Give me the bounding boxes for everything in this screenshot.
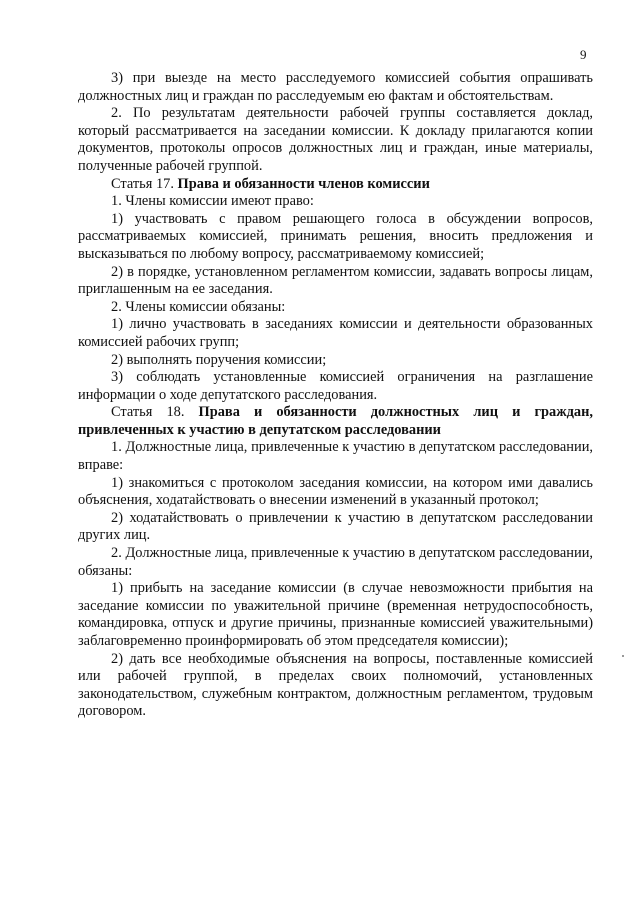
- paragraph: 1. Должностные лица, привлеченные к участию в депутатском расследовании, вправе:: [78, 439, 593, 474]
- paragraph: 3) соблюдать установленные комиссией ограничения на разглашение информации о ходе депутатского расследования.: [78, 369, 593, 403]
- paragraph: 2) ходатайствовать о привлечении к участию в депутатском расследовании других лиц.: [78, 509, 593, 544]
- paragraph: 2. Члены комиссии обязаны:: [111, 298, 286, 315]
- page-number: 9: [580, 47, 587, 62]
- paragraph: 2. Должностные лица, привлеченные к участию в депутатском расследовании, обязаны:: [78, 545, 593, 579]
- article-18-title: Права и обязанности должностных лиц и граждан, привлеченных к участию в депутатском расследовании: [78, 404, 593, 438]
- scan-speck: [622, 655, 624, 657]
- paragraph: 2) в порядке, установленном регламентом комиссии, задавать вопросы лицам, приглашенным на ее заседания.: [78, 263, 593, 298]
- article-17-heading: [78, 176, 593, 194]
- page-body: [78, 70, 593, 721]
- paragraph: 1) участвовать с правом решающего голоса в обсуждении вопросов, рассматриваемых комиссией, принимать решения, вносить предложения и высказываться по любому вопросу, рассматриваемому комиссией;: [78, 210, 593, 262]
- paragraph: 2) дать все необходимые объяснения на вопросы, поставленные комиссией или рабочей группой, в пределах своих полномочий, установленных законодательством, служебным контрактом, должностным регламентом, трудовым договором.: [78, 650, 593, 720]
- paragraph: 1. Члены комиссии имеют право:: [111, 193, 314, 210]
- paragraph: 1) прибыть на заседание комиссии (в случае невозможности прибытия на заседание комиссии по уважительной причине (временная нетрудоспособность, командировка, отпуск и другие причины, признанные комиссией уважительными) заблаговременно проинформировать об этом председателя комиссии);: [78, 580, 593, 649]
- paragraph: 2. По результатам деятельности рабочей группы составляется доклад, который рассматривается на заседании комиссии. К докладу прилагаются копии документов, протоколы опросов должностных лиц и граждан, иные материалы, полученные рабочей группой.: [78, 105, 593, 174]
- paragraph: 3) при выезде на место расследуемого комиссией события опрашивать должностных лиц и граждан по расследуемым ею фактам и обстоятельствам.: [78, 70, 593, 104]
- paragraph: 2) выполнять поручения комиссии;: [111, 351, 327, 368]
- paragraph: 1) знакомиться с протоколом заседания комиссии, на котором ими давались объяснения, ходатайствовать о внесении изменений в указанный протокол;: [78, 474, 593, 509]
- article-18-prefix: Статья 18.: [111, 404, 199, 421]
- article-17-prefix: Статья 17.: [111, 175, 178, 192]
- article-18-heading: [78, 404, 593, 439]
- article-17-title: Права и обязанности членов комиссии: [177, 175, 430, 192]
- paragraph: 1) лично участвовать в заседаниях комиссии и деятельности образованных комиссией рабочих групп;: [78, 316, 593, 350]
